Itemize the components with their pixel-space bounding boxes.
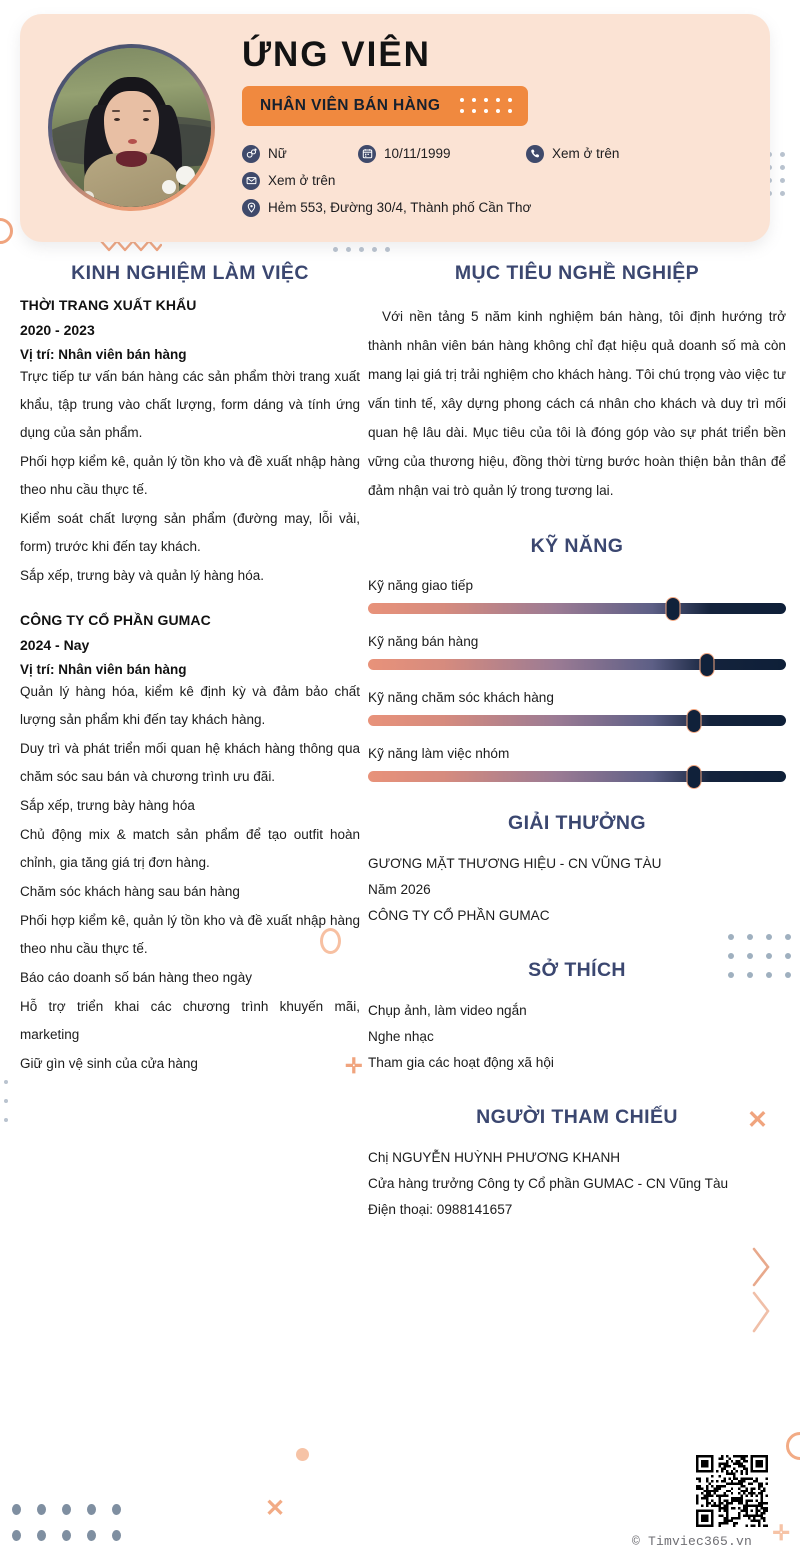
experience-bullet: Sắp xếp, trưng bày hàng hóa bbox=[20, 798, 195, 813]
right-column bbox=[368, 262, 786, 1223]
avatar bbox=[48, 44, 215, 211]
skill-label: Kỹ năng chăm sóc khách hàng bbox=[368, 690, 554, 705]
experience-bullet: Trực tiếp tư vấn bán hàng các sản phẩm thời trang xuất khẩu, tập trung vào chất lượng, form dáng và tính ứng dụng của sản phẩm. bbox=[20, 369, 360, 440]
skills-section-title: KỸ NĂNG bbox=[530, 535, 624, 557]
objective-text: Với nền tảng 5 năm kinh nghiệm bán hàng, tôi định hướng trở thành nhân viên bán hàng không chỉ đạt hiệu quả doanh số mà còn mang lại giá trị trải nghiệm cho khách hàng. Tôi chú trọng vào việc tư vấn tinh tế, xây dựng phong cách cá nhân cho khách và duy trì mối quan hệ lâu dài. Mục tiêu của tôi là đóng góp vào sự phát triển bền vững của thương hiệu, đồng thời từng bước hoàn thiện bản thân để đảm nhận vai trò quản lý trong tương lai. bbox=[368, 309, 786, 498]
phone-value: Xem ở trên bbox=[552, 146, 620, 161]
experience-bullet: Phối hợp kiểm kê, quản lý tồn kho và đề xuất nhập hàng theo nhu cầu thực tế. bbox=[20, 454, 360, 497]
gender-value: Nữ bbox=[268, 146, 287, 161]
skill-bar bbox=[368, 771, 786, 782]
avatar-photo bbox=[52, 48, 211, 207]
contact-details bbox=[242, 145, 750, 217]
hobbies-section-title: SỞ THÍCH bbox=[528, 959, 626, 981]
award-line: GƯƠNG MẶT THƯƠNG HIỆU - CN VŨNG TÀU bbox=[368, 856, 662, 871]
dot-grid-bottom-left bbox=[12, 1504, 120, 1538]
skill-label: Kỹ năng bán hàng bbox=[368, 634, 479, 649]
reference-line: Chị NGUYỄN HUỲNH PHƯƠNG KHANH bbox=[368, 1150, 621, 1165]
experience-section-title: KINH NGHIỆM LÀM VIỆC bbox=[71, 262, 309, 284]
experience-company: THỜI TRANG XUẤT KHẨU bbox=[20, 297, 197, 313]
experience-company: CÔNG TY CỔ PHẦN GUMAC bbox=[20, 612, 211, 628]
experience-position: Vị trí: Nhân viên bán hàng bbox=[20, 662, 187, 677]
experience-bullet: Kiểm soát chất lượng sản phẩm (đường may, lỗi vải, form) trước khi đến tay khách. bbox=[20, 511, 360, 554]
phone-icon bbox=[526, 145, 544, 163]
qr-code-icon bbox=[696, 1455, 768, 1527]
hobby-line: Tham gia các hoạt động xã hội bbox=[368, 1055, 554, 1070]
skill-item bbox=[368, 634, 786, 670]
experience-bullet: Chủ động mix & match sản phẩm để tạo outfit hoàn chỉnh, gia tăng giá trị đơn hàng. bbox=[20, 827, 360, 870]
email-value: Xem ở trên bbox=[268, 173, 336, 188]
qr-code[interactable] bbox=[696, 1455, 768, 1527]
reference-line: Điện thoại: 0988141657 bbox=[368, 1202, 513, 1217]
references-list bbox=[368, 1145, 786, 1223]
award-line: CÔNG TY CỔ PHẦN GUMAC bbox=[368, 908, 550, 923]
contact-phone bbox=[526, 145, 619, 163]
decorative-ring-left bbox=[0, 218, 13, 244]
experience-bullet: Hỗ trợ triển khai các chương trình khuyến mãi, marketing bbox=[20, 999, 360, 1042]
experience-bullet: Quản lý hàng hóa, kiểm kê định kỳ và đảm bảo chất lượng sản phẩm khi đến tay khách hàng. bbox=[20, 684, 360, 727]
badge-dot-pattern bbox=[460, 98, 512, 113]
skill-slider-knob[interactable] bbox=[687, 765, 702, 789]
hobby-line: Chụp ảnh, làm video ngắn bbox=[368, 1003, 527, 1018]
plus-decoration-icon: ✛ bbox=[345, 1055, 363, 1078]
gender-icon bbox=[242, 145, 260, 163]
location-pin-icon bbox=[242, 199, 260, 217]
skill-slider-knob[interactable] bbox=[666, 597, 681, 621]
objective-section-title: MỤC TIÊU NGHỀ NGHIỆP bbox=[454, 262, 700, 284]
experience-years: 2024 - Nay bbox=[20, 637, 90, 653]
header-card bbox=[20, 14, 770, 242]
skill-label: Kỹ năng giao tiếp bbox=[368, 578, 474, 593]
hobbies-list bbox=[368, 998, 786, 1076]
dot-grid-tiny-left bbox=[4, 1080, 9, 1123]
job-title-label: NHÂN VIÊN BÁN HÀNG bbox=[260, 96, 441, 114]
candidate-name: ỨNG VIÊN bbox=[242, 35, 431, 74]
skill-slider-knob[interactable] bbox=[699, 653, 714, 677]
experience-position: Vị trí: Nhân viên bán hàng bbox=[20, 347, 187, 362]
decorative-dot-peach bbox=[296, 1448, 309, 1461]
hobby-line: Nghe nhạc bbox=[368, 1029, 434, 1044]
experience-bullet: Duy trì và phát triển mối quan hệ khách hàng thông qua chăm sóc sau bán và chương trình ưu đãi. bbox=[20, 741, 360, 784]
envelope-icon bbox=[242, 172, 260, 190]
skill-bar bbox=[368, 715, 786, 726]
experience-years: 2020 - 2023 bbox=[20, 322, 95, 338]
plus-decoration-icon-2: ✛ bbox=[772, 1522, 790, 1545]
contact-address bbox=[242, 199, 531, 217]
references-section-title: NGƯỜI THAM CHIẾU bbox=[476, 1106, 678, 1128]
contact-gender bbox=[242, 145, 358, 163]
watermark: © Timviec365.vn bbox=[632, 1534, 753, 1549]
experience-bullet: Chăm sóc khách hàng sau bán hàng bbox=[20, 884, 240, 899]
skills-list bbox=[368, 578, 786, 782]
skill-item bbox=[368, 746, 786, 782]
award-line: Năm 2026 bbox=[368, 882, 431, 897]
skill-item bbox=[368, 578, 786, 614]
skill-bar bbox=[368, 659, 786, 670]
experience-item bbox=[20, 297, 360, 590]
left-column bbox=[20, 262, 360, 1078]
awards-list bbox=[368, 851, 786, 929]
skill-bar bbox=[368, 603, 786, 614]
reference-line: Cửa hàng trưởng Công ty Cổ phần GUMAC - CN Vũng Tàu bbox=[368, 1176, 729, 1191]
skill-label: Kỹ năng làm việc nhóm bbox=[368, 746, 510, 761]
chevron-decoration-icon bbox=[748, 1245, 774, 1335]
experience-bullet: Sắp xếp, trưng bày và quản lý hàng hóa. bbox=[20, 568, 264, 583]
dob-value: 10/11/1999 bbox=[384, 146, 451, 161]
experience-bullet: Báo cáo doanh số bán hàng theo ngày bbox=[20, 970, 252, 985]
job-title-badge bbox=[242, 86, 528, 126]
skill-item bbox=[368, 690, 786, 726]
experience-item bbox=[20, 612, 360, 1078]
contact-email bbox=[242, 172, 335, 190]
skill-slider-knob[interactable] bbox=[687, 709, 702, 733]
awards-section-title: GIẢI THƯỞNG bbox=[508, 812, 646, 834]
experience-bullet: Giữ gìn vệ sinh của cửa hàng bbox=[20, 1056, 198, 1071]
experience-bullet: Phối hợp kiểm kê, quản lý tồn kho và đề xuất nhập hàng theo nhu cầu thực tế. bbox=[20, 913, 360, 956]
contact-dob bbox=[358, 145, 526, 163]
calendar-icon bbox=[358, 145, 376, 163]
x-decoration-icon: ✕ bbox=[747, 1106, 768, 1134]
address-value: Hẻm 553, Đường 30/4, Thành phố Cần Thơ bbox=[268, 200, 532, 215]
decorative-ring-right bbox=[786, 1432, 800, 1460]
x-decoration-icon-2: ✕ bbox=[265, 1495, 286, 1522]
